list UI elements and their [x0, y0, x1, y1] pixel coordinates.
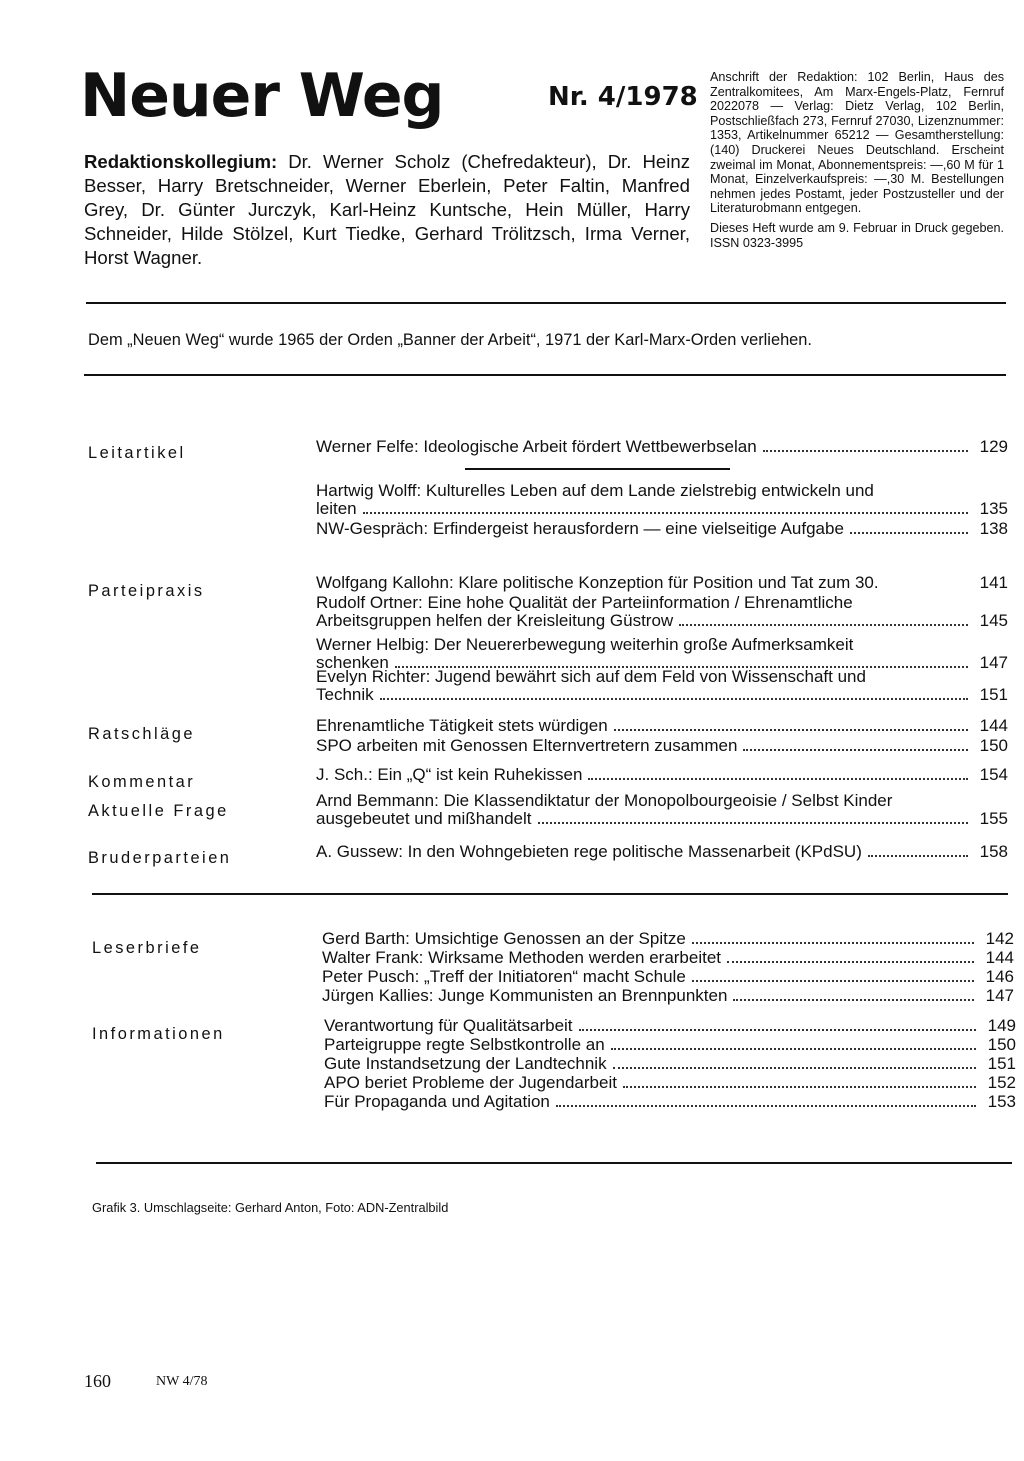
- toc-entry[interactable]: [316, 668, 1008, 704]
- toc-page: 147: [985, 986, 1014, 1005]
- toc-title: Für Propaganda und Agitation: [324, 1092, 550, 1111]
- toc-page: 154: [979, 765, 1008, 784]
- toc-title: Gute Instandsetzung der Landtechnik: [324, 1054, 607, 1073]
- toc-title: Gerd Barth: Umsichtige Genossen an der Spitze: [322, 929, 686, 948]
- imprint-block: [710, 70, 1004, 250]
- toc-page: 150: [987, 1035, 1016, 1054]
- toc-page: 144: [985, 948, 1014, 967]
- toc-page: 129: [979, 437, 1008, 456]
- toc-page: 144: [979, 716, 1008, 735]
- toc-entry[interactable]: [322, 987, 1014, 1005]
- section-leitartikel: Leitartikel: [88, 444, 186, 462]
- toc-title-cont: schenken: [316, 653, 389, 672]
- toc-page: 142: [985, 929, 1014, 948]
- toc-entry[interactable]: [324, 1093, 1016, 1111]
- toc-entry[interactable]: [316, 438, 1008, 456]
- imprint-address: Anschrift der Redaktion: 102 Berlin, Haus des Zentralkomitees, Am Marx-Engels-Platz, Fernruf 2022078 — Verlag: Dietz Verlag, 102 Berlin, Postschließfach 273, Fernruf 27030, Lizenznummer: 1353, Artikelnummer 65212 — Gesamtherstellung: (140) Druckerei Neues Deutschland. Erscheint zweimal im Monat, Abonnementspreis: —,60 M für 1 Monat, Einzelverkaufspreis: —,30 M. Bestellungen nehmen jedes Postamt, jeder Postzusteller und der Literaturobmann entgegen.: [710, 70, 1004, 216]
- toc-entry[interactable]: [324, 1036, 1016, 1054]
- section-leserbriefe: Leserbriefe: [92, 939, 202, 957]
- toc-page: 145: [979, 611, 1008, 630]
- section-parteipraxis: Parteipraxis: [88, 582, 205, 600]
- toc-page: 138: [979, 519, 1008, 538]
- toc-title: SPO arbeiten mit Genossen Elternvertretern zusammen: [316, 736, 738, 755]
- toc-entry[interactable]: [322, 930, 1014, 948]
- imprint-print-note: Dieses Heft wurde am 9. Februar in Druck gegeben. ISSN 0323-3995: [710, 220, 1004, 250]
- toc-entry[interactable]: [324, 1074, 1016, 1092]
- toc-page: 151: [979, 685, 1008, 704]
- toc-entry[interactable]: [316, 594, 1008, 630]
- toc-title: Ehrenamtliche Tätigkeit stets würdigen: [316, 716, 608, 735]
- image-credit: Grafik 3. Umschlagseite: Gerhard Anton, Foto: ADN-Zentralbild: [92, 1200, 449, 1215]
- toc-title: Jürgen Kallies: Junge Kommunisten an Brennpunkten: [322, 986, 728, 1005]
- divider: [86, 302, 1006, 304]
- toc-title: Walter Frank: Wirksame Methoden werden erarbeitet: [322, 948, 722, 967]
- toc-title: Werner Felfe: Ideologische Arbeit fördert Wettbewerbselan: [316, 437, 757, 456]
- toc-title-cont: leiten: [316, 499, 357, 518]
- issue-number: Nr. 4/1978: [548, 82, 698, 112]
- editorial-board-members: Dr. Werner Scholz (Chefredakteur), Dr. Heinz Besser, Harry Bretschneider, Werner Eberlein, Peter Faltin, Manfred Grey, Dr. Günter Jurczyk, Karl-Heinz Kuntsche, Hein Müller, Harry Schneider, Hilde Stölzel, Kurt Tiedke, Gerhard Trölitzsch, Irma Verner, Horst Wagner.: [84, 151, 690, 268]
- divider: [96, 1162, 1012, 1164]
- toc-entry[interactable]: [316, 766, 1008, 784]
- issue-reference: NW 4/78: [156, 1374, 208, 1389]
- toc-title: Parteigruppe regte Selbstkontrolle an: [324, 1035, 605, 1054]
- toc-title: APO beriet Probleme der Jugendarbeit: [324, 1073, 617, 1092]
- toc-page: 151: [987, 1054, 1016, 1073]
- toc-entry[interactable]: [316, 843, 1008, 861]
- section-kommentar: Kommentar: [88, 773, 196, 791]
- editorial-board: [84, 150, 690, 270]
- toc-title: Verantwortung für Qualitätsarbeit: [324, 1016, 573, 1035]
- toc-title: Peter Pusch: „Treff der Initiatoren“ macht Schule: [322, 967, 686, 986]
- toc-entry[interactable]: [316, 792, 1008, 828]
- toc-page: 146: [985, 967, 1014, 986]
- toc-entry[interactable]: [316, 717, 1008, 735]
- section-informationen: Informationen: [92, 1025, 225, 1043]
- toc-entry[interactable]: [316, 520, 1008, 538]
- toc-title: Hartwig Wolff: Kulturelles Leben auf dem Lande zielstrebig entwickeln und: [316, 481, 874, 500]
- toc-page: 141: [979, 573, 1008, 592]
- toc-entry[interactable]: [322, 968, 1014, 986]
- toc-title-cont: Technik: [316, 685, 374, 704]
- toc-entry[interactable]: [324, 1017, 1016, 1035]
- toc-entry[interactable]: [324, 1055, 1016, 1073]
- toc-title: NW-Gespräch: Erfindergeist herausfordern — eine vielseitige Aufgabe: [316, 519, 844, 538]
- toc-title: Wolfgang Kallohn: Klare politische Konzeption für Position und Tat zum 30.: [316, 573, 879, 592]
- honor-line: Dem „Neuen Weg“ wurde 1965 der Orden „Banner der Arbeit“, 1971 der Karl-Marx-Orden verliehen.: [88, 331, 812, 349]
- toc-title: Rudolf Ortner: Eine hohe Qualität der Parteiinformation / Ehrenamtliche: [316, 593, 853, 612]
- toc-page: 135: [979, 499, 1008, 518]
- section-bruderparteien: Bruderparteien: [88, 849, 232, 867]
- toc-page: 149: [987, 1016, 1016, 1035]
- toc-entry[interactable]: [316, 737, 1008, 755]
- page-number: 160: [84, 1371, 111, 1391]
- toc-title: Arnd Bemmann: Die Klassendiktatur der Monopolbourgeoisie / Selbst Kinder: [316, 791, 893, 810]
- section-ratschlaege: Ratschläge: [88, 725, 196, 743]
- toc-entry[interactable]: [316, 574, 1008, 592]
- magazine-title: Neuer Weg: [80, 61, 444, 131]
- toc-page: 158: [979, 842, 1008, 861]
- toc-page: 155: [979, 809, 1008, 828]
- toc-page: 153: [987, 1092, 1016, 1111]
- toc-title-cont: ausgebeutet und mißhandelt: [316, 809, 532, 828]
- toc-title: J. Sch.: Ein „Q“ ist kein Ruhekissen: [316, 765, 583, 784]
- editorial-board-label: Redaktionskollegium:: [84, 151, 278, 172]
- toc-page: 150: [979, 736, 1008, 755]
- divider: [84, 374, 1006, 376]
- toc-title-cont: Arbeitsgruppen helfen der Kreisleitung Güstrow: [316, 611, 674, 630]
- section-aktuelle-frage: Aktuelle Frage: [88, 802, 229, 820]
- toc-title: Evelyn Richter: Jugend bewährt sich auf dem Feld von Wissenschaft und: [316, 667, 866, 686]
- toc-title: A. Gussew: In den Wohngebieten rege politische Massenarbeit (KPdSU): [316, 842, 862, 861]
- toc-page: 147: [979, 653, 1008, 672]
- divider: [92, 893, 1008, 895]
- toc-page: 152: [987, 1073, 1016, 1092]
- toc-title: Werner Helbig: Der Neuererbewegung weiterhin große Aufmerksamkeit: [316, 635, 854, 654]
- toc-entry[interactable]: [322, 949, 1014, 967]
- entry-separator: [465, 468, 730, 470]
- toc-entry[interactable]: [316, 482, 1008, 518]
